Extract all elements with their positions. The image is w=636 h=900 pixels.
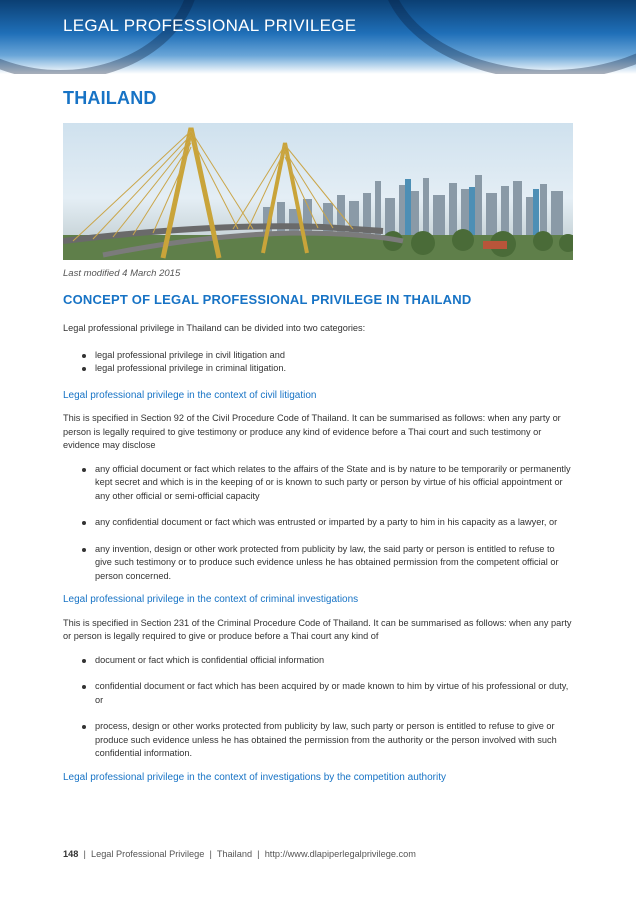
list-item: confidential document or fact which has been acquired by or made known to him by virtue of his professional or duty, or — [63, 680, 573, 707]
list-item: process, design or other works protected from publicity by law, such party or person is entitled to refuse to give or produce such evidence unless he has obtained the permission from the authority or the person involved with such confidential information. — [63, 720, 573, 761]
bullet-icon — [82, 521, 86, 525]
intro-paragraph: Legal professional privilege in Thailand can be divided into two categories: — [63, 323, 366, 333]
page-footer — [63, 849, 416, 859]
footer-country: Thailand — [216, 849, 253, 859]
footer-title: Legal Professional Privilege — [90, 849, 205, 859]
list-item: legal professional privilege in criminal litigation. — [63, 362, 573, 376]
hero-image — [63, 123, 573, 260]
bullet-icon — [82, 354, 86, 358]
criminal-intro: This is specified in Section 231 of the Criminal Procedure Code of Thailand. It can be summarised as follows: when any party or person is legally required to give or produce before a Thai court any kind of — [63, 617, 572, 641]
section-title: CONCEPT OF LEGAL PROFESSIONAL PRIVILEGE IN THAILAND — [63, 292, 472, 307]
header-title: LEGAL PROFESSIONAL PRIVILEGE — [63, 16, 357, 35]
page-title: THAILAND — [63, 88, 157, 108]
civil-list — [63, 463, 573, 584]
civil-heading: Legal professional privilege in the context of civil litigation — [63, 389, 317, 401]
bullet-icon — [82, 468, 86, 472]
bullet-icon — [82, 548, 86, 552]
list-item: any confidential document or fact which was entrusted or imparted by a party to him in his capacity as a lawyer, or — [63, 516, 573, 530]
bullet-icon — [82, 659, 86, 663]
bullet-icon — [82, 367, 86, 371]
page-number: 148 — [63, 849, 79, 859]
civil-intro: This is specified in Section 92 of the Civil Procedure Code of Thailand. It can be summarised as follows: when any party or person is legally required to give testimony or produce any kind of evidence before a Thai court and such testimony or evidence may disclose — [63, 413, 561, 450]
bullet-icon — [82, 685, 86, 689]
category-list — [63, 349, 573, 376]
list-item: document or fact which is confidential official information — [63, 654, 573, 668]
list-item: any invention, design or other work protected from publicity by law, the said party or person is entitled to refuse to give such testimony or to produce such evidence unless he has obtained permission from the competent official or person concerned. — [63, 543, 573, 584]
footer-separator: | — [254, 849, 263, 859]
footer-separator: | — [80, 849, 89, 859]
criminal-heading: Legal professional privilege in the context of criminal investigations — [63, 594, 359, 605]
footer-url-link[interactable]: http://www.dlapiperlegalprivilege.com — [264, 849, 416, 859]
last-modified: Last modified 4 March 2015 — [63, 268, 181, 279]
header-band — [0, 0, 636, 74]
content-body — [63, 322, 573, 784]
list-item: any official document or fact which relates to the affairs of the State and is by nature to be temporarily or permanently kept secret and which is in the keeping of or is known to such party or person by virtue of his official appointment or any other official or semi-official capacity — [63, 463, 573, 504]
criminal-list — [63, 654, 573, 761]
bullet-icon — [82, 725, 86, 729]
competition-heading: Legal professional privilege in the context of investigations by the competition authority — [63, 771, 447, 783]
footer-separator: | — [206, 849, 215, 859]
list-item: legal professional privilege in civil litigation and — [63, 349, 573, 363]
